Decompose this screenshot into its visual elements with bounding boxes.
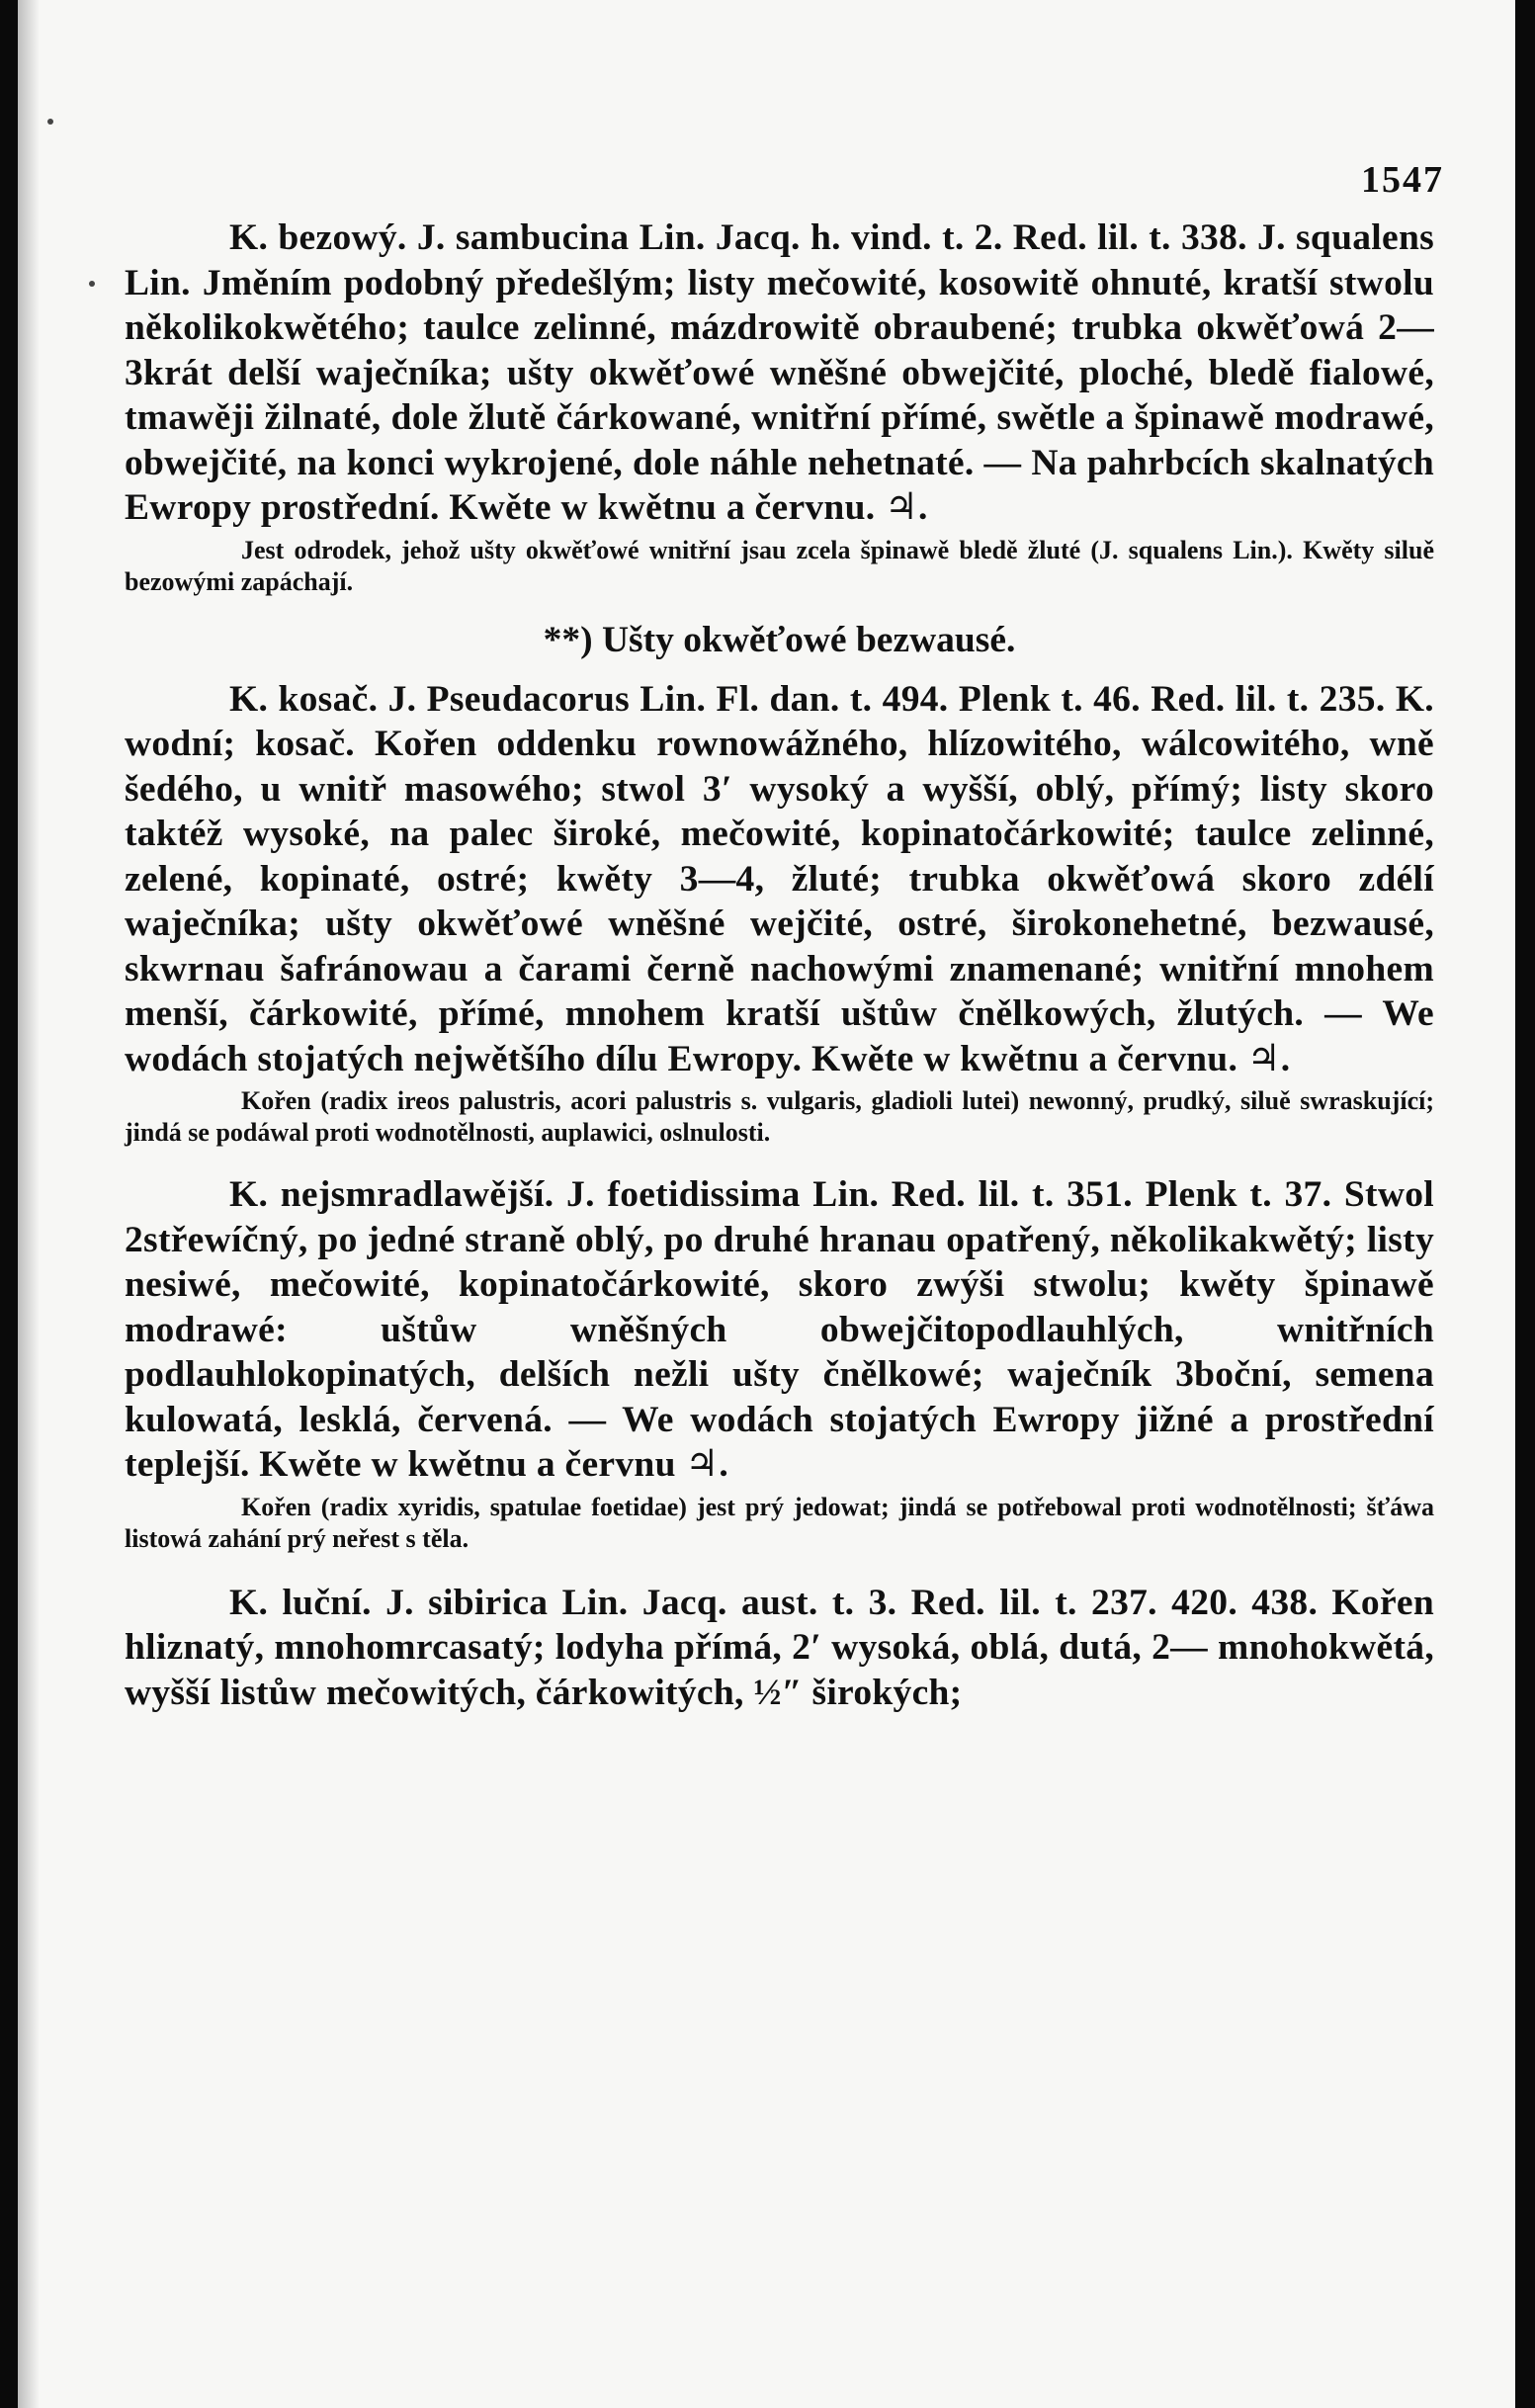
entry-iris-sibirica: [125, 1581, 1434, 1716]
entry-note: Kořen (radix ireos palustris, acori palustris s. vulgaris, gladioli lutei) newonný, prudký, siluě swraskující; jindá se podáwal proti wodnotělnosti, auplawici, oslnulosti.: [125, 1086, 1434, 1147]
entry-iris-foetidissima: [125, 1172, 1434, 1555]
entry-iris-sambucina: [125, 215, 1434, 598]
entry-text: K. kosač. J. Pseudacorus Lin. Fl. dan. t. 494. Plenk t. 46. Red. lil. t. 235. K. wodní; kosač. Kořen oddenku rownowážného, hlízowitého, wálcowitého, wně šedého, u wnitř masowého; stwol 3′ wysoký a wyšší, oblý, přímý; listy skoro taktéž wysoké, na palec široké, mečowité, kopinatočárkowité; taulce zelinné, zelené, kopinaté, ostré; kwěty 3—4, žluté; trubka okwěťowá skoro zdélí waječníka; ušty okwěťowé wněšné wejčité, ostré, širokonehetné, bezwausé, skwrnau šafránowau a čarami černě nachowými znamenané; wnitřní mnohem menší, čárkowité, přímé, mnohem kratší uštůw čnělkowých, žlutých. — We wodách stojatých nejwětšího dílu Ewropy. Kwěte w kwětnu a červnu. ♃.: [125, 678, 1434, 1079]
page-gutter-shadow: [18, 0, 40, 2408]
entry-note: Kořen (radix xyridis, spatulae foetidae) jest prý jedowat; jindá se potřebowal proti wodnotělnosti; šťáwa listowá zahání prý neřest s těla.: [125, 1492, 1434, 1553]
entry-text: K. bezowý. J. sambucina Lin. Jacq. h. vind. t. 2. Red. lil. t. 338. J. squalens Lin. Jměním podobný předešlým; listy mečowité, kosowitě ohnuté, kratší stwolu několikokwětého; taulce zelinné, mázdrowitě obraubené; trubka okwěťowá 2—3krát delší waječníka; ušty okwěťowé wněšné obwejčité, ploché, bledě fialowé, tmawěji žilnaté, dole žlutě čárkowané, wnitřní přímé, swětle a špinawě modrawé, obwejčité, na konci wykrojené, dole náhle nehetnaté. — Na pahrbcích skalnatých Ewropy prostřední. Kwěte w kwětnu a červnu. ♃.: [125, 217, 1434, 528]
print-speck: [89, 281, 95, 287]
page-body: [125, 215, 1434, 1715]
entry-iris-pseudacorus: [125, 677, 1434, 1150]
print-speck: [47, 119, 53, 125]
entry-text: K. luční. J. sibirica Lin. Jacq. aust. t. 3. Red. lil. t. 237. 420. 438. Kořen hliznatý, mnohomrcasatý; lodyha přímá, 2′ wysoká, oblá, dutá, 2— mnohokwětá, wyšší listůw mečowitých, čárkowitých, ½″ širokých;: [125, 1582, 1434, 1713]
entry-text: K. nejsmradlawější. J. foetidissima Lin. Red. lil. t. 351. Plenk t. 37. Stwol 2střewíčný, po jedné straně oblý, po druhé hranau opatřený, několikakwětý; listy nesiwé, mečowité, kopinatočárkowité, skoro zwýši stwolu; kwěty špinawě modrawé: uštůw wněšných obwejčitopodlauhlých, wnitřních podlauhlokopinatých, delších nežli ušty čnělkowé; waječník 3boční, semena kulowatá, lesklá, červená. — We wodách stojatých Ewropy jižné a prostřední teplejší. Kwěte w kwětnu a červnu ♃.: [125, 1174, 1434, 1485]
entry-note: Jest odrodek, jehož ušty okwěťowé wnitřní jsau zcela špinawě bledě žluté (J. squalens Lin.). Kwěty siluě bezowými zapáchají.: [125, 535, 1434, 596]
book-page: [18, 0, 1515, 2408]
section-heading: **) Ušty okwěťowé bezwausé.: [543, 619, 1016, 660]
page-number: 1547: [1361, 159, 1444, 201]
